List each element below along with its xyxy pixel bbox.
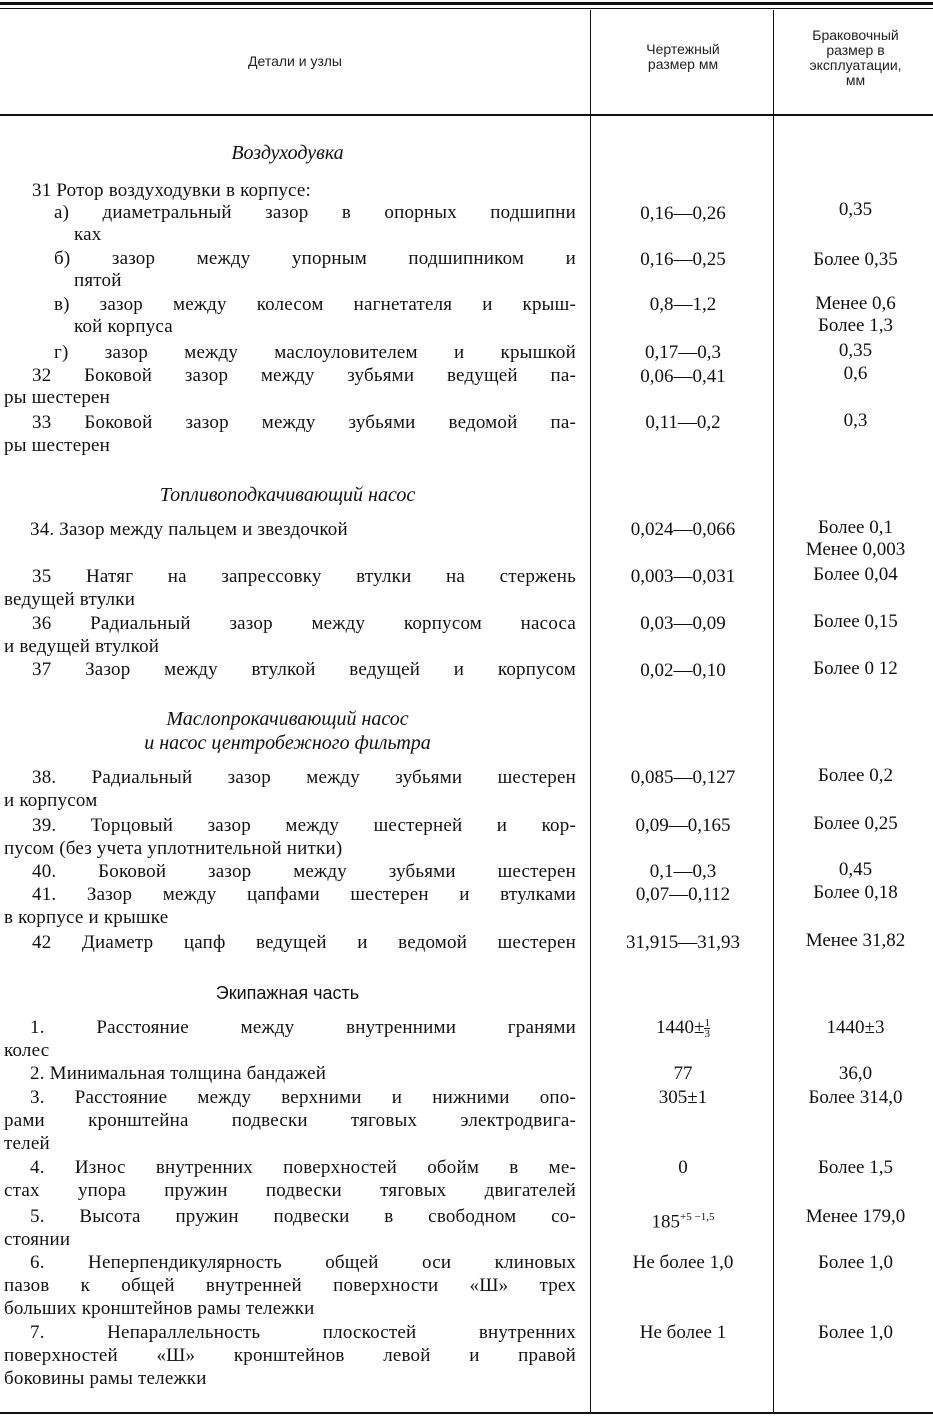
row-text: стах упора пружин подвески тяговых двигателей	[4, 1180, 576, 1201]
row-text: пазов к общей внутренней поверхности «Ш» трех	[4, 1275, 576, 1296]
drawing-size	[596, 1017, 770, 1039]
row-text: 35 Натяг на запрессовку втулки на стержень	[32, 566, 576, 587]
row-text: и корпусом	[4, 790, 98, 811]
row-text: 2. Минимальная толщина бандажей	[30, 1063, 327, 1084]
row-text: ры шестерен	[4, 387, 111, 408]
reject-size: Более 1,0	[817, 1252, 893, 1273]
row-text: 3. Расстояние между верхними и нижними опо-	[30, 1087, 576, 1108]
reject-size: 0,45	[838, 859, 873, 880]
section-title: Топливоподкачивающий насос	[159, 484, 416, 506]
drawing-size: 0,16—0,26	[640, 203, 726, 224]
row-text: стоянии	[4, 1229, 71, 1250]
section-title: Маслопрокачивающий насос	[166, 708, 409, 730]
header-col1: Детали и узлы	[248, 53, 342, 69]
tolerance-fraction	[704, 1018, 710, 1039]
bottom-rule	[0, 1412, 933, 1414]
top-rule-thin	[0, 8, 933, 9]
section-title: Воздуходувка	[231, 142, 344, 164]
reject-size: Менее 0,6	[815, 293, 896, 314]
header-col3-line3: эксплуатации,	[809, 57, 902, 73]
row-text: и ведущей втулкой	[4, 636, 160, 657]
drawing-size: 31,915—31,93	[626, 932, 740, 953]
row-text: 34. Зазор между пальцем и звездочкой	[30, 519, 348, 540]
reject-size: 36,0	[838, 1063, 873, 1084]
row-text: 32 Боковой зазор между зубьями ведущей па-	[32, 365, 576, 386]
reject-size: Более 0,25	[813, 813, 898, 834]
reject-size: Менее 179,0	[805, 1206, 906, 1227]
row-text: поверхностей «Ш» кронштейнов левой и правой	[4, 1345, 576, 1366]
drawing-size: 305±1	[658, 1087, 708, 1108]
row-text: боковины рамы тележки	[4, 1368, 207, 1389]
reject-size: Менее 31,82	[805, 930, 906, 951]
row-text: 37 Зазор между втулкой ведущей и корпусом	[32, 659, 576, 680]
row-text: 5. Высота пружин подвески в свободном со-	[30, 1206, 576, 1227]
drawing-size: 77	[673, 1063, 693, 1084]
row-text: 6. Неперпендикулярность общей оси клиновых	[30, 1252, 576, 1273]
reject-size: 0,6	[843, 363, 868, 384]
tolerance-numerator: 1	[704, 1017, 710, 1030]
drawing-size: 0,16—0,25	[640, 249, 726, 270]
reject-size: Более 314,0	[808, 1087, 903, 1108]
reject-size: Более 0,04	[813, 564, 898, 585]
row-text: ведущей втулки	[4, 589, 136, 610]
drawing-size: Не более 1	[639, 1322, 727, 1343]
row-text: 4. Износ внутренних поверхностей обойм в ме-	[30, 1157, 576, 1178]
header-rule	[0, 114, 933, 116]
drawing-size: 0,11—0,2	[645, 412, 721, 433]
row-text: г) зазор между маслоуловителем и крышкой	[54, 342, 576, 363]
plus-minus-sign: ±	[694, 1017, 705, 1038]
drawing-size: 0,03—0,09	[640, 613, 726, 634]
tolerance-denominator: 3	[704, 1028, 710, 1041]
row-text: 41. Зазор между цапфами шестерен и втулками	[32, 884, 576, 905]
row-text: 36 Радиальный зазор между корпусом насоса	[32, 613, 576, 634]
column-divider-2	[773, 10, 774, 1412]
row-text: 39. Торцовый зазор между шестерней и кор-	[32, 815, 576, 836]
drawing-size: 0,024—0,066	[630, 519, 736, 540]
reject-size: 0,35	[838, 340, 873, 361]
row-text: а) диаметральный зазор в опорных подшипни	[54, 202, 576, 223]
drawing-size: 0,17—0,3	[645, 342, 721, 363]
section-title: Экипажная часть	[215, 983, 360, 1003]
drawing-size: Не более 1,0	[632, 1252, 734, 1273]
reject-size: Более 0,18	[813, 882, 898, 903]
reject-size: Более 1,5	[817, 1157, 893, 1178]
drawing-size: 0,09—0,165	[635, 815, 731, 836]
drawing-size	[596, 1206, 770, 1233]
tolerance-label: +5 −1,5	[680, 1211, 715, 1223]
row-text: пусом (без учета уплотнительной нитки)	[4, 838, 343, 859]
drawing-size: 0,085—0,127	[630, 767, 736, 788]
reject-size: 0,3	[843, 410, 868, 431]
drawing-size: 0,003—0,031	[630, 566, 736, 587]
row-text: пятой	[74, 270, 122, 291]
row-text: б) зазор между упорным подшипником и	[54, 248, 576, 269]
row-text: 7. Непараллельность плоскостей внутренних	[30, 1322, 576, 1343]
drawing-size-base: 1440	[656, 1017, 695, 1038]
row-text: 33 Боковой зазор между зубьями ведомой па-	[32, 412, 576, 433]
reject-size: 1440±3	[826, 1017, 885, 1038]
reject-size: Более 0,2	[817, 765, 893, 786]
row-text: в корпусе и крышке	[4, 907, 169, 928]
row-text: в) зазор между колесом нагнетателя и крыш-	[54, 294, 576, 315]
drawing-size-base: 185	[651, 1211, 681, 1233]
row-text: 31 Ротор воздуходувки в корпусе:	[32, 180, 312, 201]
header-col3	[778, 28, 933, 88]
row-text: рами кронштейна подвески тяговых электродвига-	[4, 1110, 576, 1131]
top-rule	[0, 2, 933, 5]
reject-size: Более 1,3	[817, 315, 893, 336]
row-text: кой корпуса	[74, 316, 173, 337]
drawing-size: 0,06—0,41	[640, 366, 726, 387]
row-text: 40. Боковой зазор между зубьями шестерен	[32, 861, 576, 882]
row-text: 1. Расстояние между внутренними гранями	[30, 1017, 576, 1038]
row-text: ры шестерен	[4, 435, 111, 456]
column-divider-1	[590, 10, 591, 1412]
header-col3-line1: Браковочный	[812, 27, 899, 43]
reject-size: Более 0 12	[813, 658, 898, 679]
drawing-size: 0,07—0,112	[635, 884, 731, 905]
row-text: ках	[74, 224, 102, 245]
row-text: 38. Радиальный зазор между зубьями шестерен	[32, 767, 576, 788]
drawing-size: 0,02—0,10	[640, 660, 726, 681]
header-col3-line2: размер в	[826, 42, 885, 58]
row-text: телей	[4, 1133, 50, 1154]
reject-size: Более 0,35	[813, 249, 898, 270]
row-text: колес	[4, 1040, 50, 1061]
header-col2-line2: размер мм	[647, 56, 719, 72]
reject-size: Более 0,15	[813, 611, 898, 632]
drawing-size: 0,8—1,2	[649, 294, 717, 315]
row-text: больших кронштейнов рамы тележки	[4, 1298, 315, 1319]
drawing-size: 0,1—0,3	[649, 861, 717, 882]
reject-size: Более 0,1	[817, 517, 893, 538]
header-col2	[596, 42, 770, 72]
section-title: и насос центробежного фильтра	[144, 732, 431, 754]
drawing-size: 0	[678, 1157, 688, 1178]
header-col2-line1: Чертежный	[646, 41, 720, 57]
row-text: 42 Диаметр цапф ведущей и ведомой шестерен	[32, 932, 576, 953]
reject-size: Более 1,0	[817, 1322, 893, 1343]
header-col3-line4: мм	[845, 72, 866, 88]
reject-size: 0,35	[838, 199, 873, 220]
reject-size: Менее 0,003	[805, 539, 906, 560]
